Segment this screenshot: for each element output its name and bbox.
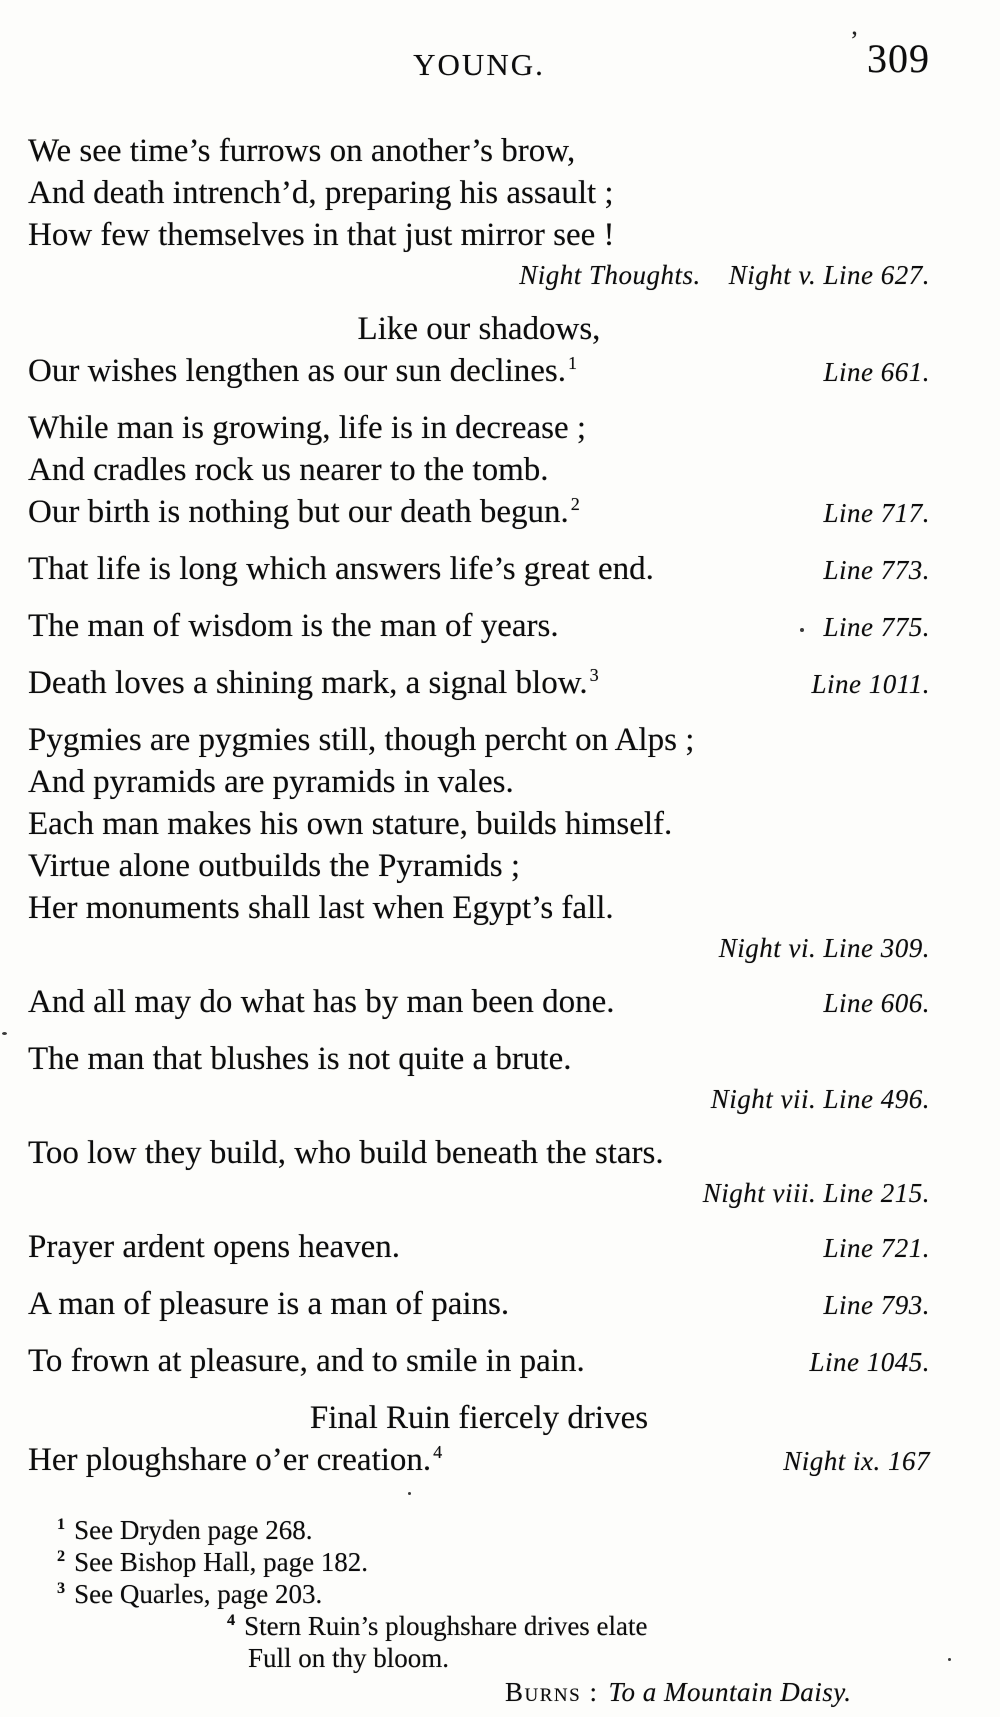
line-reference: Night ix. 167	[783, 1446, 930, 1476]
footnote-marker: 4	[227, 1611, 236, 1629]
scan-speckle	[800, 628, 804, 632]
footnote-marker: 3	[57, 1579, 66, 1597]
quote-block	[28, 719, 930, 967]
attribution	[28, 256, 930, 294]
quote-line	[28, 605, 930, 648]
quote-line	[28, 761, 930, 803]
quote-line	[28, 1397, 930, 1439]
footnote-text: Full on thy bloom.	[248, 1643, 450, 1673]
quote-text: The man of wisdom is the man of years.	[28, 608, 559, 644]
quote-text: Prayer ardent opens heaven.	[28, 1229, 401, 1265]
quote-block	[28, 662, 930, 705]
quote-text: And death intrench’d, preparing his assault ;	[28, 175, 614, 211]
quote-line	[28, 1340, 930, 1383]
quote-block	[28, 1340, 930, 1383]
quote-block	[28, 1226, 930, 1269]
footnote-superscript: 2	[570, 494, 580, 514]
quote-block	[28, 1132, 930, 1212]
footnote-item	[28, 1578, 930, 1610]
quote-text: Like our shadows,	[357, 311, 601, 347]
quote-line	[28, 981, 930, 1024]
quote-block	[28, 548, 930, 591]
quote-text: How few themselves in that just mirror see !	[28, 217, 615, 253]
attribution-locator: Night vii. Line 496.	[710, 1084, 930, 1114]
footnote-item	[28, 1514, 930, 1546]
line-reference: Line 775.	[823, 612, 930, 642]
line-reference: Line 721.	[823, 1233, 930, 1263]
quote-line	[28, 308, 930, 350]
attribution-locator: Night vi. Line 309.	[718, 933, 930, 963]
footnote-verse-line	[28, 1642, 930, 1674]
quote-text: The man that blushes is not quite a brute.	[28, 1041, 572, 1077]
quote-line	[28, 130, 930, 172]
line-reference: Line 606.	[823, 988, 930, 1018]
quote-line	[28, 214, 930, 256]
scan-speckle	[408, 1492, 411, 1495]
quote-line	[28, 548, 930, 591]
attribution-locator: Night v. Line 627.	[728, 260, 930, 290]
attribution	[28, 929, 930, 967]
quote-text: That life is long which answers life’s great end.	[28, 551, 654, 587]
page-header	[28, 26, 930, 88]
quote-block	[28, 1283, 930, 1326]
line-reference: Line 793.	[823, 1290, 930, 1320]
footnote-text: Stern Ruin’s ploughshare drives elate	[244, 1611, 648, 1641]
scan-artifact: ’	[850, 26, 859, 55]
quote-text: Her monuments shall last when Egypt’s fall.	[28, 890, 614, 926]
quote-line	[28, 407, 930, 449]
footnote-item	[28, 1610, 930, 1642]
line-reference: Line 661.	[823, 357, 930, 387]
footnotes-section	[28, 1514, 930, 1710]
scan-speckle	[948, 1658, 951, 1661]
quote-text: While man is growing, life is in decrease ;	[28, 410, 587, 446]
running-head-title: YOUNG.	[413, 47, 545, 82]
footnote-source-name: Burns :	[505, 1677, 599, 1707]
footnote-text: See Quarles, page 203.	[74, 1579, 323, 1609]
quote-line	[28, 1132, 930, 1174]
quote-block	[28, 605, 930, 648]
line-reference: Line 1011.	[811, 669, 930, 699]
quote-block	[28, 308, 930, 393]
line-reference: Line 773.	[823, 555, 930, 585]
quote-text: Our birth is nothing but our death begun. $^2$	[28, 494, 580, 530]
attribution-work: Night Thoughts.	[519, 260, 701, 290]
quote-line	[28, 350, 930, 393]
quote-line	[28, 1283, 930, 1326]
quote-text: To frown at pleasure, and to smile in pain.	[28, 1343, 585, 1379]
footnote-text: See Dryden page 268.	[74, 1515, 313, 1545]
quote-text: Final Ruin fiercely drives	[309, 1400, 649, 1436]
quote-block	[28, 1397, 930, 1482]
quote-text: Each man makes his own stature, builds himself.	[28, 806, 673, 842]
quote-text: A man of pleasure is a man of pains.	[28, 1286, 510, 1322]
footnote-source-title: To a Mountain Daisy.	[608, 1677, 852, 1707]
quote-text: And pyramids are pyramids in vales.	[28, 764, 514, 800]
footnote-source	[28, 1674, 930, 1710]
quote-text: We see time’s furrows on another’s brow,	[28, 133, 576, 169]
quote-line	[28, 887, 930, 929]
quote-line	[28, 1038, 930, 1080]
quote-text: And all may do what has by man been done.	[28, 984, 615, 1020]
quote-line	[28, 803, 930, 845]
quote-line	[28, 845, 930, 887]
footnote-text: See Bishop Hall, page 182.	[74, 1547, 369, 1577]
quote-text: Her ploughshare o’er creation. $^4$	[28, 1442, 443, 1478]
quotations-section	[28, 130, 930, 1482]
line-reference: Line 717.	[823, 498, 930, 528]
quote-text: Death loves a shining mark, a signal blow. $^3$	[28, 665, 599, 701]
quote-line	[28, 662, 930, 705]
quote-block	[28, 1038, 930, 1118]
footnote-superscript: 1	[567, 353, 578, 373]
quote-line	[28, 172, 930, 214]
quote-block	[28, 981, 930, 1024]
line-reference: Line 1045.	[809, 1347, 930, 1377]
footnote-marker: 1	[57, 1515, 66, 1533]
attribution-locator: Night viii. Line 215.	[702, 1178, 930, 1208]
scan-speckle	[2, 1032, 7, 1035]
attribution	[28, 1174, 930, 1212]
quote-text: Our wishes lengthen as our sun declines. $^1$	[28, 353, 578, 389]
quote-text: Virtue alone outbuilds the Pyramids ;	[28, 848, 521, 884]
footnote-marker: 2	[57, 1547, 66, 1565]
quote-line	[28, 1226, 930, 1269]
footnote-item	[28, 1546, 930, 1578]
quote-text: And cradles rock us nearer to the tomb.	[28, 452, 549, 488]
quote-block	[28, 407, 930, 534]
quote-line	[28, 449, 930, 491]
quote-block	[28, 130, 930, 294]
quote-text: Pygmies are pygmies still, though percht on Alps ;	[28, 722, 695, 758]
quote-text: Too low they build, who build beneath the stars.	[28, 1135, 664, 1171]
quote-line	[28, 491, 930, 534]
attribution	[28, 1080, 930, 1118]
footnote-superscript: 3	[589, 665, 599, 685]
page-number: 309	[867, 36, 930, 81]
quote-line	[28, 719, 930, 761]
quote-line	[28, 1439, 930, 1482]
footnote-superscript: 4	[433, 1442, 443, 1462]
